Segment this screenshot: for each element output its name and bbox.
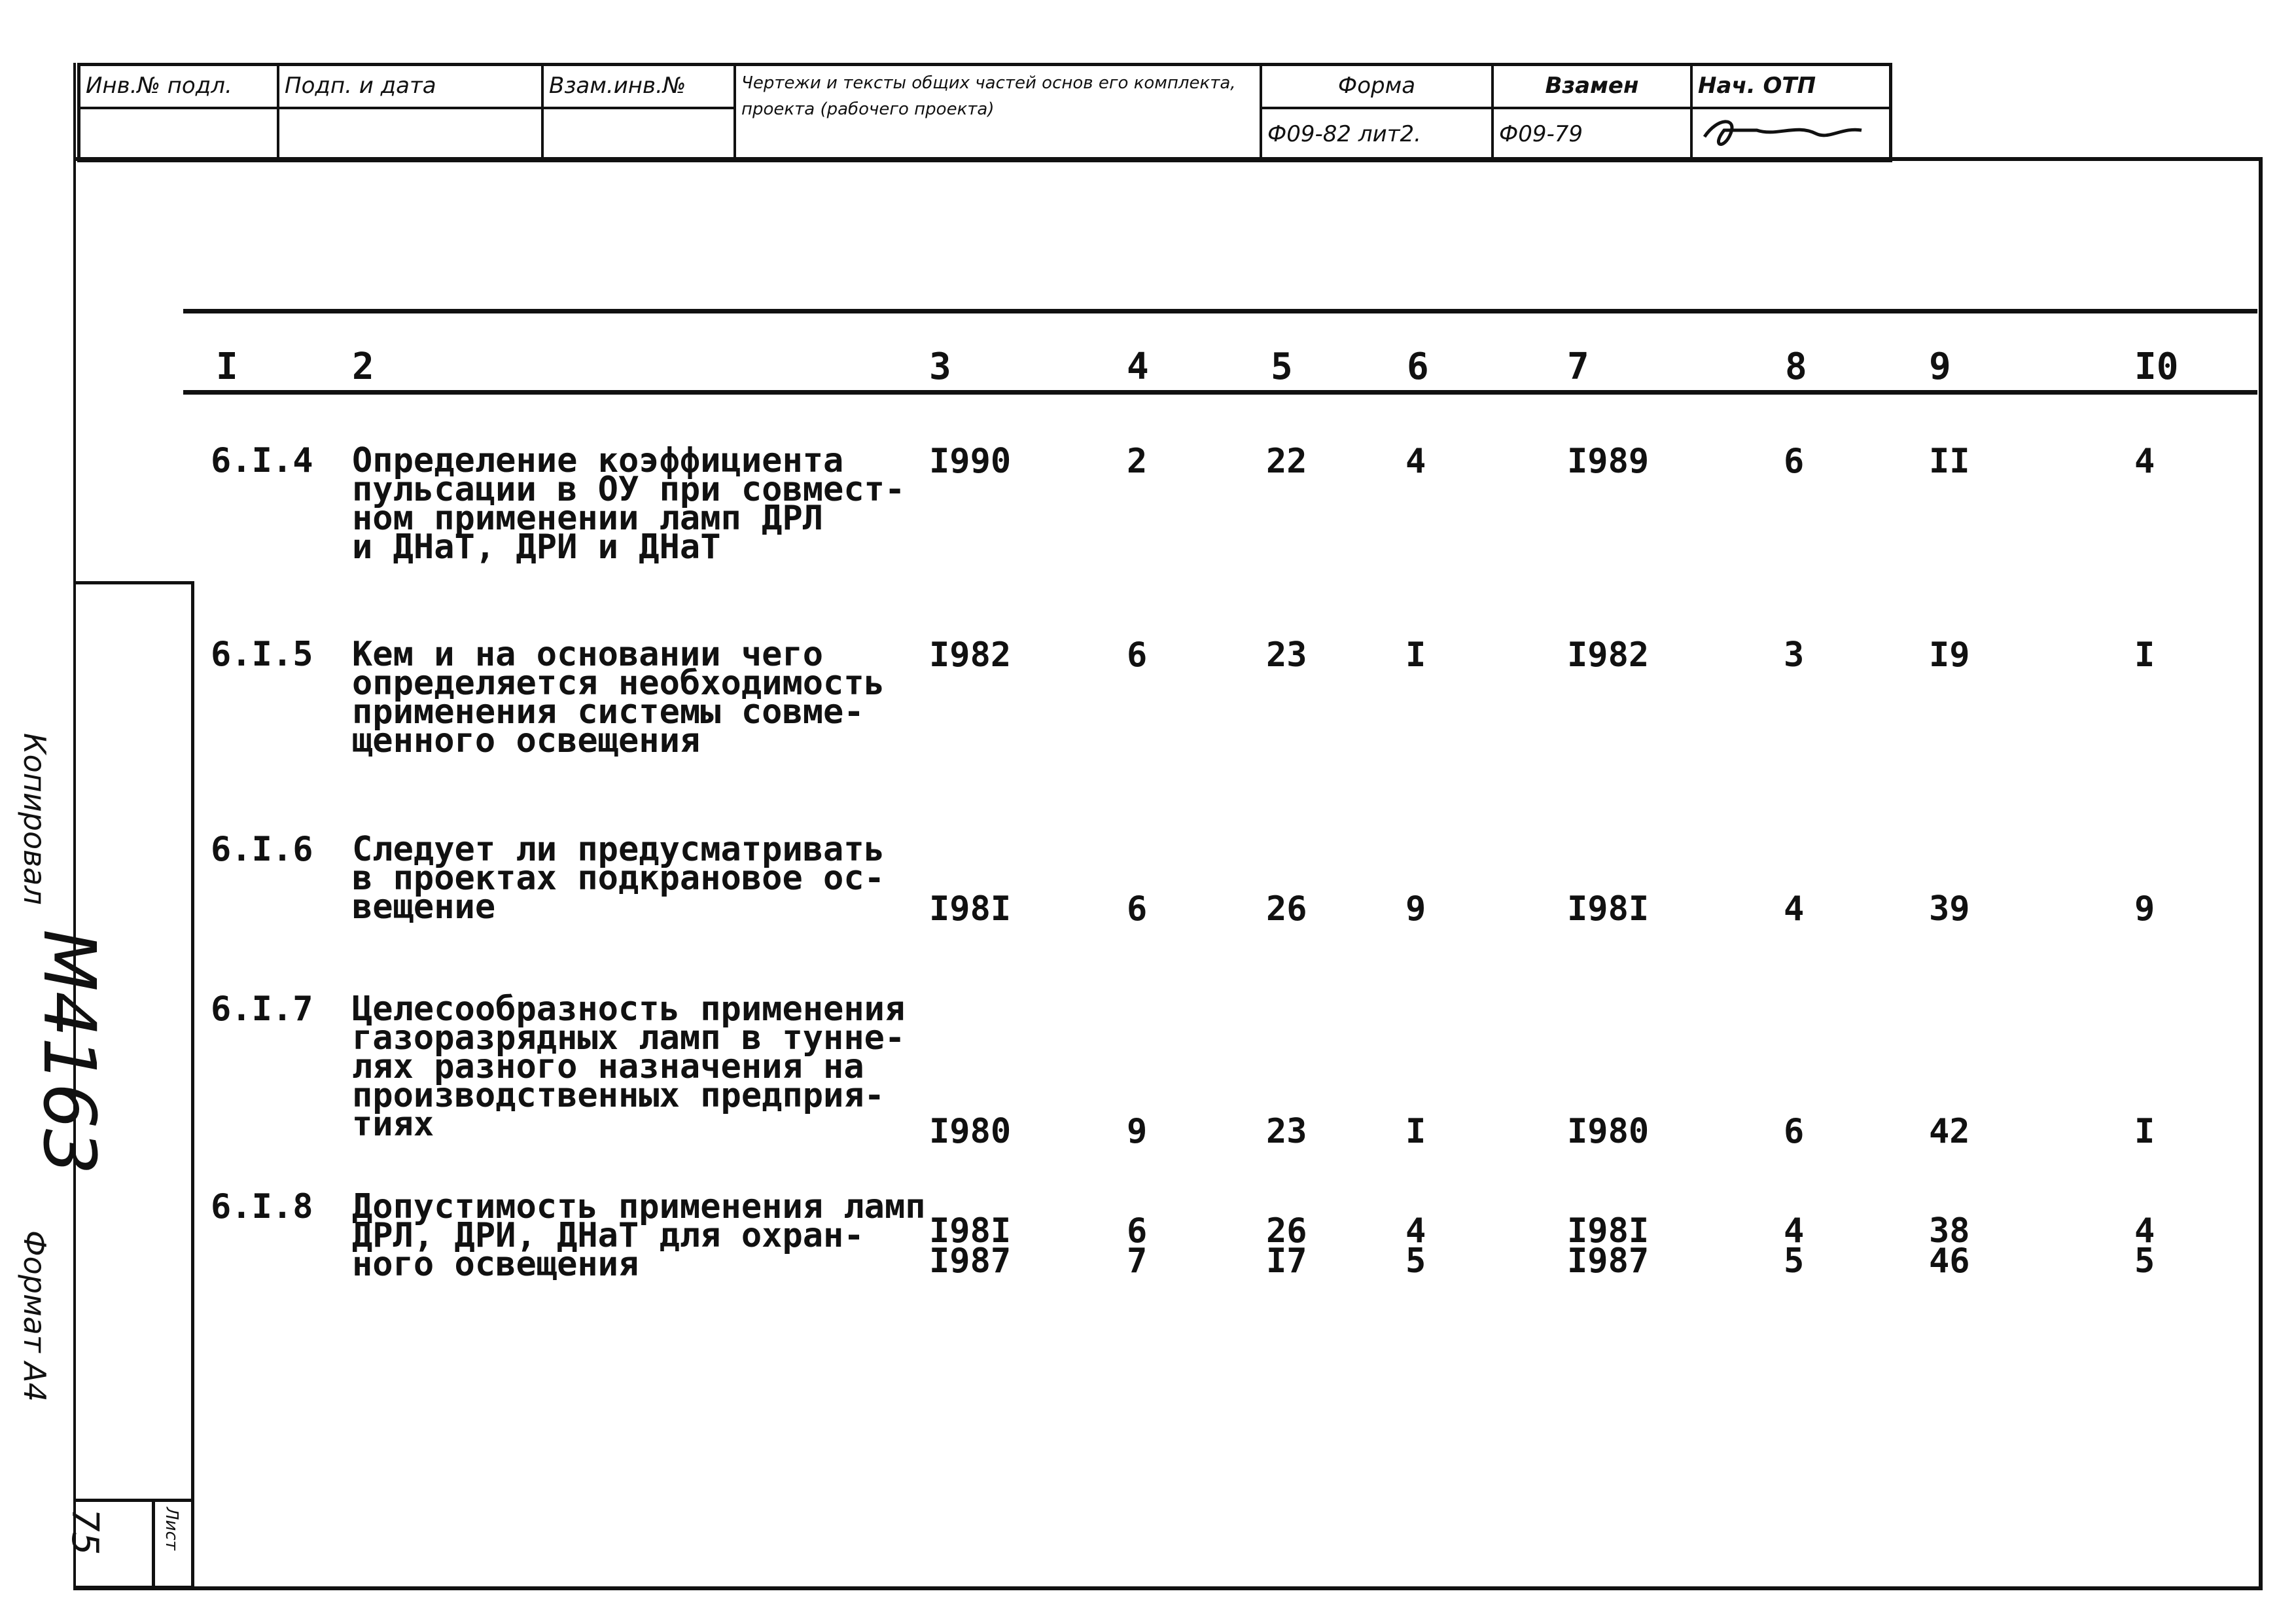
sheet-number: 75 — [63, 1508, 106, 1556]
row-cell-9: 38 46 — [1929, 1211, 1970, 1281]
row-cell-9: I9 — [1929, 635, 1970, 675]
row-cell-3: I98I I987 — [929, 1211, 1012, 1281]
col-header-1: I — [216, 346, 238, 388]
stamp-form-value: Ф09-82 лит2. — [1267, 121, 1421, 147]
col-header-9: 9 — [1929, 346, 1951, 388]
col-header-4: 4 — [1127, 346, 1149, 388]
stamp-head-label: Нач. ОТП — [1693, 66, 1889, 109]
row-description: Определение коэффициента пульсации в ОУ при совмест- ном применении ламп ДРЛ и ДНаТ, ДРИ и ДНаТ — [352, 441, 906, 567]
row-cell-7: I98I — [1567, 889, 1650, 929]
row-cell-7: I98I I987 — [1567, 1211, 1650, 1281]
table-header-rule — [183, 390, 2257, 395]
row-cell-3: I98I — [929, 889, 1012, 929]
row-cell-5: 22 — [1266, 442, 1307, 481]
row-cell-5: 26 I7 — [1266, 1211, 1307, 1281]
stamp-description-text: Чертежи и тексты общих частей основ его комплекта, проекта (рабочего проекта) — [741, 73, 1236, 119]
row-cell-5: 23 — [1266, 635, 1307, 675]
row-cell-5: 26 — [1266, 889, 1307, 929]
stamp-signature — [1693, 109, 1889, 159]
row-cell-9: II — [1929, 442, 1970, 481]
row-cell-9: 39 — [1929, 889, 1970, 929]
row-cell-4: 9 — [1127, 1112, 1148, 1151]
row-cell-10: 4 — [2134, 442, 2155, 481]
col-header-5: 5 — [1271, 346, 1293, 388]
col-header-2: 2 — [352, 346, 374, 388]
row-cell-8: 4 5 — [1784, 1211, 1805, 1281]
row-cell-8: 3 — [1784, 635, 1805, 675]
col-header-3: 3 — [929, 346, 951, 388]
col-header-8: 8 — [1785, 346, 1807, 388]
row-cell-7: I989 — [1567, 442, 1650, 481]
col-header-10: I0 — [2134, 346, 2179, 388]
stamp-inv-orig — [80, 66, 279, 159]
stamp-replaces — [1494, 66, 1693, 159]
copied-label: Копировал — [17, 733, 52, 905]
sheet-box — [63, 1499, 191, 1586]
row-cell-10: 4 5 — [2134, 1211, 2155, 1281]
row-code: 6.I.8 — [211, 1187, 313, 1226]
stamp-form-label: Форма — [1262, 66, 1491, 109]
stamp-inv-replace-label: Взам.инв.№ — [544, 66, 733, 109]
row-cell-6: 4 — [1405, 442, 1426, 481]
col-header-6: 6 — [1407, 346, 1429, 388]
stamp-inv-orig-label: Инв.№ подл. — [80, 66, 277, 109]
format-label: Формат А4 — [17, 1230, 52, 1402]
row-cell-3: I990 — [929, 442, 1012, 481]
stamp-replaces-label: Взамен — [1494, 66, 1690, 109]
row-cell-6: I — [1405, 1112, 1426, 1151]
col-header-7: 7 — [1567, 346, 1589, 388]
row-cell-3: I982 — [929, 635, 1012, 675]
row-code: 6.I.4 — [211, 441, 313, 480]
row-cell-6: I — [1405, 635, 1426, 675]
title-block — [77, 63, 1892, 162]
stamp-description — [736, 66, 1262, 159]
row-cell-10: I — [2134, 1112, 2155, 1151]
stamp-inv-replace — [544, 66, 736, 159]
stamp-head — [1693, 66, 1889, 159]
row-cell-4: 6 — [1127, 635, 1148, 675]
row-cell-3: I980 — [929, 1112, 1012, 1151]
row-cell-4: 6 7 — [1127, 1211, 1148, 1281]
row-cell-8: 6 — [1784, 442, 1805, 481]
row-cell-8: 6 — [1784, 1112, 1805, 1151]
row-code: 6.I.5 — [211, 635, 313, 674]
row-cell-6: 9 — [1405, 889, 1426, 929]
row-description: Допустимость применения ламп ДРЛ, ДРИ, ДНаТ для охран- ного освещения — [352, 1187, 926, 1284]
row-cell-7: I982 — [1567, 635, 1650, 675]
row-cell-8: 4 — [1784, 889, 1805, 929]
stamp-sign-date — [279, 66, 544, 159]
row-description: Кем и на основании чего определяется необходимость применения системы совме- щенного освещения — [352, 635, 885, 760]
row-description: Целесообразность применения газоразрядных ламп в тунне- лях разного назначения на производственных предприя- тиях — [352, 990, 906, 1144]
stamp-sign-date-label: Подп. и дата — [279, 66, 541, 109]
stamp-replaces-value: Ф09-79 — [1499, 121, 1583, 147]
table-top-rule — [183, 309, 2257, 313]
row-code: 6.I.7 — [211, 990, 313, 1029]
row-code: 6.I.6 — [211, 830, 313, 869]
row-cell-10: I — [2134, 635, 2155, 675]
row-description: Следует ли предусматривать в проектах подкрановое ос- вещение — [352, 830, 885, 927]
sheet-label: Лист — [162, 1507, 181, 1550]
signature-icon — [1698, 111, 1868, 150]
document-number: М4163 — [27, 929, 111, 1175]
row-cell-5: 23 — [1266, 1112, 1307, 1151]
row-cell-6: 4 5 — [1405, 1211, 1426, 1281]
row-cell-4: 6 — [1127, 889, 1148, 929]
row-cell-7: I980 — [1567, 1112, 1650, 1151]
stamp-form — [1262, 66, 1494, 159]
row-cell-9: 42 — [1929, 1112, 1970, 1151]
row-cell-4: 2 — [1127, 442, 1148, 481]
row-cell-10: 9 — [2134, 889, 2155, 929]
